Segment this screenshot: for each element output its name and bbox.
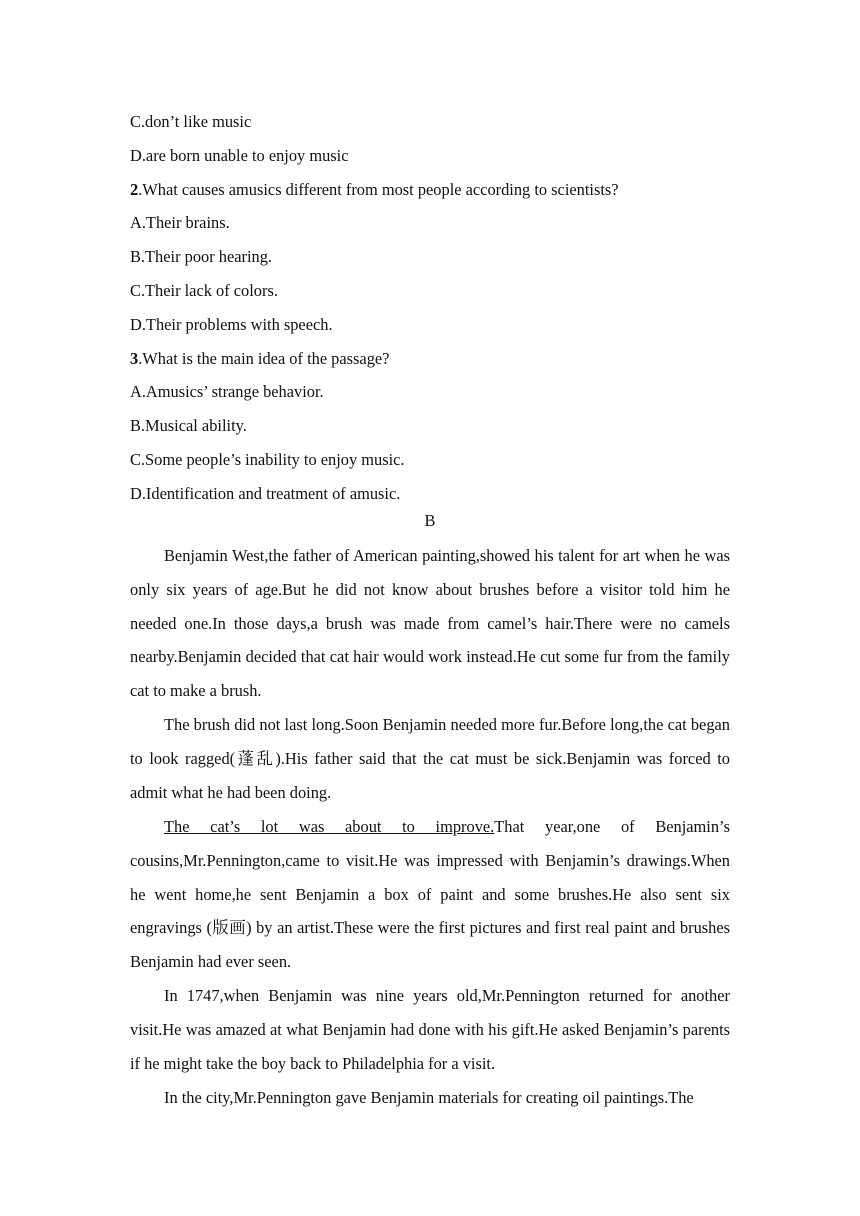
question-3-number: 3 xyxy=(130,349,139,368)
passage-paragraph-1: Benjamin West,the father of American painting,showed his talent for art when he was only six years of age.But he did not know about brushes before a visitor told him he needed one.In those days,a brush was made from camel’s hair.There were no camels nearby.Benjamin decided that cat hair would work instead.He cut some fur from the family cat to make a brush. xyxy=(130,546,730,701)
underlined-sentence: The cat’s lot was about to improve. xyxy=(164,817,495,836)
question-2 xyxy=(130,179,619,201)
passage-paragraph-5: In the city,Mr.Pennington gave Benjamin materials for creating oil paintings.The xyxy=(164,1088,694,1107)
q2-option-d: D.Their problems with speech. xyxy=(130,315,333,334)
q3-option-b: B.Musical ability. xyxy=(130,416,247,435)
q2-option-b: B.Their poor hearing. xyxy=(130,247,273,266)
question-2-number: 2 xyxy=(130,180,139,199)
q1-option-c: C.don’t like music xyxy=(130,112,252,131)
q3-option-d: D.Identification and treatment of amusic. xyxy=(130,484,401,503)
q3-option-a: A.Amusics’ strange behavior. xyxy=(130,382,324,401)
question-3-stem: .What is the main idea of the passage? xyxy=(138,349,390,368)
question-2-stem: .What causes amusics different from most people according to scientists? xyxy=(138,180,619,199)
q2-option-c: C.Their lack of colors. xyxy=(130,281,278,300)
passage-paragraph-3 xyxy=(130,810,730,979)
q2-option-a: A.Their brains. xyxy=(130,213,230,232)
q3-option-c: C.Some people’s inability to enjoy music. xyxy=(130,450,405,469)
paragraph-3-text: That year,one of Benjamin’s cousins,Mr.Pennington,came to visit.He was impressed with Benjamin’s drawings.When he went home,he sent Benjamin a box of paint and some brushes.He also sent six engravings (版画) by an artist.These were the first pictures and first real paint and brushes Benjamin had ever seen. xyxy=(130,817,730,972)
q1-option-d: D.are born unable to enjoy music xyxy=(130,146,349,165)
passage-paragraph-4: In 1747,when Benjamin was nine years old,Mr.Pennington returned for another visit.He was amazed at what Benjamin had done with his gift.He asked Benjamin’s parents if he might take the boy back to Philadelphia for a visit. xyxy=(130,986,730,1073)
section-b-title: B xyxy=(424,511,436,530)
question-3 xyxy=(130,348,389,370)
passage-paragraph-2: The brush did not last long.Soon Benjamin needed more fur.Before long,the cat began to look ragged(蓬乱).His father said that the cat must be sick.Benjamin was forced to admit what he had been doing. xyxy=(130,715,730,802)
